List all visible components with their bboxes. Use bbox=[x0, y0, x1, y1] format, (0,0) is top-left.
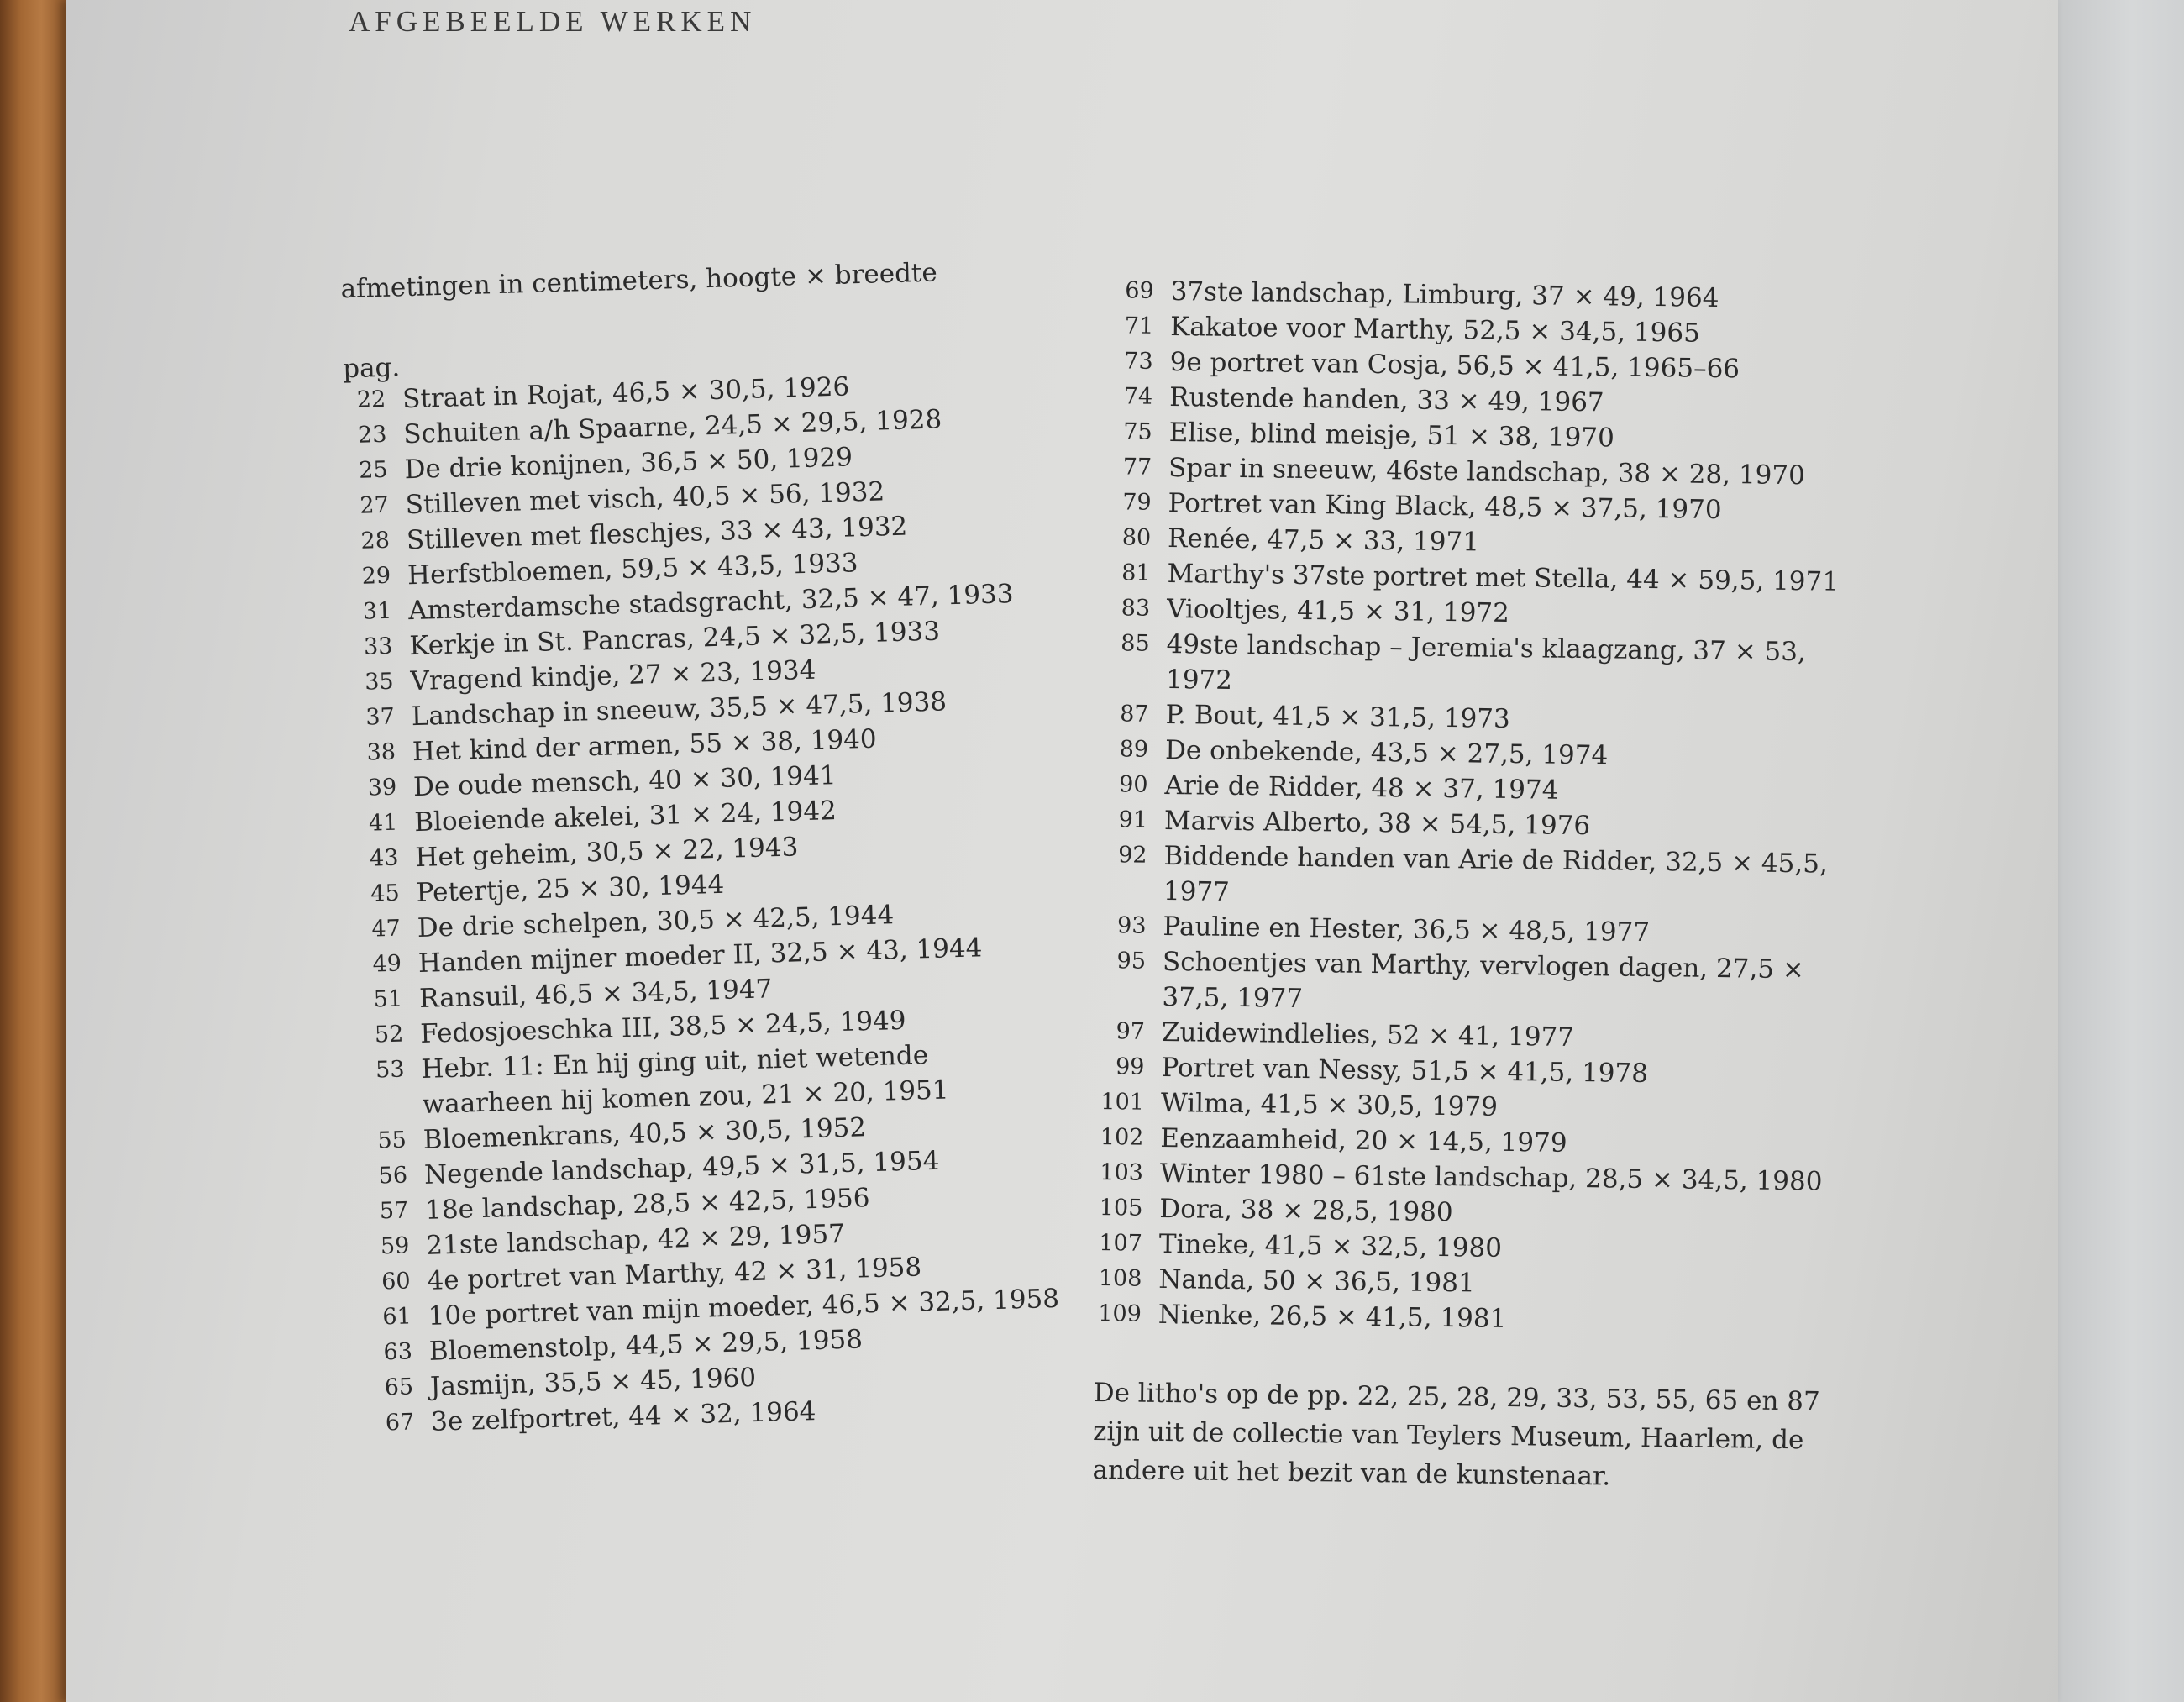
artwork-title: Pauline en Hester, 36,5 × 48,5, 1977 bbox=[1163, 911, 1651, 948]
artwork-title: Eenzaamheid, 20 × 14,5, 1979 bbox=[1160, 1122, 1567, 1158]
page-number: 35 bbox=[364, 668, 395, 696]
artwork-title: Ransuil, 46,5 × 34,5, 1947 bbox=[418, 974, 773, 1015]
page-number: 105 bbox=[1099, 1195, 1143, 1221]
collection-footnote: De litho's op de pp. 22, 25, 28, 29, 33, 53, 55, 65 en 87 zijn uit de collectie van Teylers Museum, Haarlem, de andere uit het bezit van de kunstenaar. bbox=[1092, 1377, 1820, 1492]
page-number: 29 bbox=[361, 562, 391, 590]
artwork-title: Het kind der armen, 55 × 38, 1940 bbox=[412, 723, 878, 768]
page-number: 31 bbox=[362, 597, 392, 625]
page-number: 99 bbox=[1115, 1053, 1145, 1080]
page-number: 45 bbox=[370, 880, 401, 907]
page-number: 49 bbox=[372, 950, 402, 978]
artwork-title: Nanda, 50 × 36,5, 1981 bbox=[1158, 1263, 1475, 1299]
artwork-title: Schoentjes van Marthy, vervlogen dagen, 27,5 × 37,5, 1977 bbox=[1162, 946, 1805, 1015]
artwork-title: P. Bout, 41,5 × 31,5, 1973 bbox=[1165, 699, 1510, 734]
page-number: 69 bbox=[1125, 277, 1154, 304]
artwork-title: 3e zelfportret, 44 × 32, 1964 bbox=[430, 1396, 816, 1437]
page-number: 71 bbox=[1124, 313, 1154, 339]
page-number: 102 bbox=[1100, 1124, 1144, 1151]
page-number: 22 bbox=[356, 386, 386, 413]
page-number: 95 bbox=[1116, 948, 1147, 974]
artwork-title: 9e portret van Cosja, 56,5 × 41,5, 1965–66 bbox=[1169, 347, 1740, 385]
artwork-title: Arie de Ridder, 48 × 37, 1974 bbox=[1164, 770, 1559, 806]
artwork-title: Spar in sneeuw, 46ste landschap, 38 × 28, 1970 bbox=[1168, 453, 1806, 491]
page-number: 52 bbox=[374, 1021, 404, 1048]
page-number: 73 bbox=[1124, 348, 1153, 375]
artwork-title: Rustende handen, 33 × 49, 1967 bbox=[1168, 382, 1604, 418]
page-number: 89 bbox=[1119, 736, 1149, 763]
page-number: 39 bbox=[367, 774, 397, 801]
artwork-title: Stilleven met fleschjes, 33 × 43, 1932 bbox=[406, 511, 908, 556]
page-number: 83 bbox=[1121, 595, 1151, 622]
artwork-title: Het geheim, 30,5 × 22, 1943 bbox=[414, 832, 799, 874]
artwork-title: Kerkje in St. Pancras, 24,5 × 32,5, 1933 bbox=[408, 616, 941, 662]
artwork-title: 49ste landschap – Jeremia's klaagzang, 37 × 53, 1972 bbox=[1165, 628, 1807, 696]
artwork-title: Schuiten a/h Spaarne, 24,5 × 29,5, 1928 bbox=[402, 404, 942, 450]
page-number: 25 bbox=[358, 456, 389, 484]
page-label: pag. bbox=[342, 352, 401, 385]
artwork-title: Petertje, 25 × 30, 1944 bbox=[416, 869, 725, 909]
page-number: 107 bbox=[1099, 1230, 1143, 1257]
artwork-title: Hebr. 11: En hij ging uit, niet wetende waarheen hij komen zou, 21 × 20, 1951 bbox=[421, 1040, 949, 1120]
artwork-title: Biddende handen van Arie de Ridder, 32,5 × 45,5, 1977 bbox=[1163, 840, 1829, 907]
artwork-title: Portret van Nessy, 51,5 × 41,5, 1978 bbox=[1161, 1052, 1649, 1090]
artwork-title: Landschap in sneeuw, 35,5 × 47,5, 1938 bbox=[411, 686, 948, 733]
page-number: 79 bbox=[1122, 489, 1152, 516]
page-number: 93 bbox=[1116, 912, 1147, 939]
artwork-title: Renée, 47,5 × 33, 1971 bbox=[1167, 523, 1480, 558]
artwork-title: Nienke, 26,5 × 41,5, 1981 bbox=[1158, 1299, 1507, 1334]
page-number: 77 bbox=[1122, 454, 1152, 481]
artwork-title: 37ste landschap, Limburg, 37 × 49, 1964 bbox=[1170, 276, 1719, 313]
page-number: 74 bbox=[1123, 383, 1153, 410]
artwork-title: De drie schelpen, 30,5 × 42,5, 1944 bbox=[417, 900, 895, 944]
page-number: 37 bbox=[365, 703, 396, 731]
page-number: 27 bbox=[359, 491, 390, 519]
artwork-title: 21ste landschap, 42 × 29, 1957 bbox=[425, 1218, 846, 1261]
page-number: 108 bbox=[1098, 1265, 1142, 1292]
page-number: 85 bbox=[1121, 630, 1150, 657]
artwork-entry bbox=[1095, 626, 1852, 706]
artwork-title: Zuidewindlelies, 52 × 41, 1977 bbox=[1161, 1016, 1575, 1053]
page-number: 92 bbox=[1117, 842, 1147, 869]
page-number: 57 bbox=[379, 1197, 409, 1225]
artwork-title: Bloemenkrans, 40,5 × 30,5, 1952 bbox=[423, 1112, 867, 1155]
page-number: 63 bbox=[383, 1338, 413, 1366]
artwork-title: Herfstbloemen, 59,5 × 43,5, 1933 bbox=[407, 548, 858, 591]
artwork-title: Marvis Alberto, 38 × 54,5, 1976 bbox=[1163, 805, 1591, 842]
page-number: 56 bbox=[378, 1162, 408, 1190]
page-number: 28 bbox=[360, 527, 391, 554]
page-number: 90 bbox=[1119, 771, 1148, 798]
page-number: 65 bbox=[384, 1374, 414, 1401]
artwork-title: Marthy's 37ste portret met Stella, 44 × 59,5, 1971 bbox=[1167, 559, 1840, 597]
artwork-title: Tineke, 41,5 × 32,5, 1980 bbox=[1158, 1228, 1503, 1263]
page-number: 55 bbox=[377, 1127, 407, 1154]
page-number: 38 bbox=[366, 738, 396, 766]
wood-table-edge bbox=[0, 0, 69, 1702]
page-number: 53 bbox=[375, 1056, 405, 1084]
artwork-title: Dora, 38 × 28,5, 1980 bbox=[1159, 1193, 1453, 1228]
artwork-title: Jasmijn, 35,5 × 45, 1960 bbox=[429, 1362, 757, 1402]
artwork-title: Fedosjoeschka III, 38,5 × 24,5, 1949 bbox=[419, 1005, 906, 1049]
artwork-title: De drie konijnen, 36,5 × 50, 1929 bbox=[404, 442, 853, 486]
page-number: 47 bbox=[371, 915, 402, 943]
artwork-title: Viooltjes, 41,5 × 31, 1972 bbox=[1166, 593, 1510, 628]
artwork-title: Winter 1980 – 61ste landschap, 28,5 × 34,5, 1980 bbox=[1159, 1158, 1823, 1197]
artwork-title: Bloemenstolp, 44,5 × 29,5, 1958 bbox=[428, 1324, 864, 1367]
artwork-title: De oude mensch, 40 × 30, 1941 bbox=[412, 760, 837, 803]
page-number: 103 bbox=[1100, 1159, 1144, 1186]
artwork-entry bbox=[1091, 943, 1848, 1023]
artwork-title: De onbekende, 43,5 × 27,5, 1974 bbox=[1164, 734, 1609, 771]
page-number: 51 bbox=[373, 985, 403, 1013]
page-number: 41 bbox=[368, 809, 398, 837]
artwork-title: 4e portret van Marthy, 42 × 31, 1958 bbox=[427, 1252, 922, 1296]
page-number: 97 bbox=[1116, 1018, 1146, 1045]
artwork-title: Negende landschap, 49,5 × 31,5, 1954 bbox=[423, 1145, 940, 1190]
artwork-title: Stilleven met visch, 40,5 × 56, 1932 bbox=[405, 476, 885, 521]
page-number: 59 bbox=[380, 1232, 410, 1260]
artwork-title: Portret van King Black, 48,5 × 37,5, 1970 bbox=[1168, 488, 1722, 526]
left-column bbox=[319, 253, 1074, 1442]
page-heading: AFGEBEELDE WERKEN bbox=[349, 5, 757, 38]
artwork-title: Elise, blind meisje, 51 × 38, 1970 bbox=[1168, 418, 1615, 454]
artwork-entry bbox=[1093, 838, 1850, 917]
artwork-title: Straat in Rojat, 46,5 × 30,5, 1926 bbox=[402, 371, 850, 415]
page-number: 91 bbox=[1118, 806, 1148, 833]
page-number: 43 bbox=[369, 844, 399, 872]
page-number: 60 bbox=[381, 1268, 411, 1295]
page-number: 75 bbox=[1123, 418, 1152, 445]
right-entry-list bbox=[1088, 273, 1856, 1341]
artwork-title: 18e landschap, 28,5 × 42,5, 1956 bbox=[424, 1183, 870, 1226]
dimensions-note: afmetingen in centimeters, hoogte × breedte bbox=[340, 257, 938, 305]
page-number: 80 bbox=[1121, 524, 1152, 551]
page-number: 33 bbox=[363, 633, 393, 660]
page-number: 81 bbox=[1121, 559, 1151, 586]
adjacent-page bbox=[2050, 0, 2184, 1702]
page-number: 61 bbox=[381, 1303, 412, 1331]
page-number: 67 bbox=[385, 1409, 415, 1437]
left-entry-list bbox=[323, 364, 1074, 1442]
artwork-title: Kakatoe voor Marthy, 52,5 × 34,5, 1965 bbox=[1170, 312, 1701, 349]
page-number: 87 bbox=[1120, 701, 1149, 728]
artwork-title: Handen mijner moeder II, 32,5 × 43, 1944 bbox=[417, 932, 983, 980]
right-column bbox=[1085, 273, 1856, 1499]
artwork-title: Amsterdamsche stadsgracht, 32,5 × 47, 1933 bbox=[407, 579, 1014, 627]
page-number: 101 bbox=[1100, 1089, 1145, 1116]
page-number: 23 bbox=[357, 421, 387, 449]
artwork-title: Wilma, 41,5 × 30,5, 1979 bbox=[1160, 1087, 1499, 1122]
artwork-title: Vragend kindje, 27 × 23, 1934 bbox=[410, 654, 816, 697]
artwork-title: 10e portret van mijn moeder, 46,5 × 32,5, 1958 bbox=[428, 1283, 1060, 1332]
page-number: 109 bbox=[1098, 1300, 1142, 1327]
artwork-title: Bloeiende akelei, 31 × 24, 1942 bbox=[413, 796, 837, 838]
